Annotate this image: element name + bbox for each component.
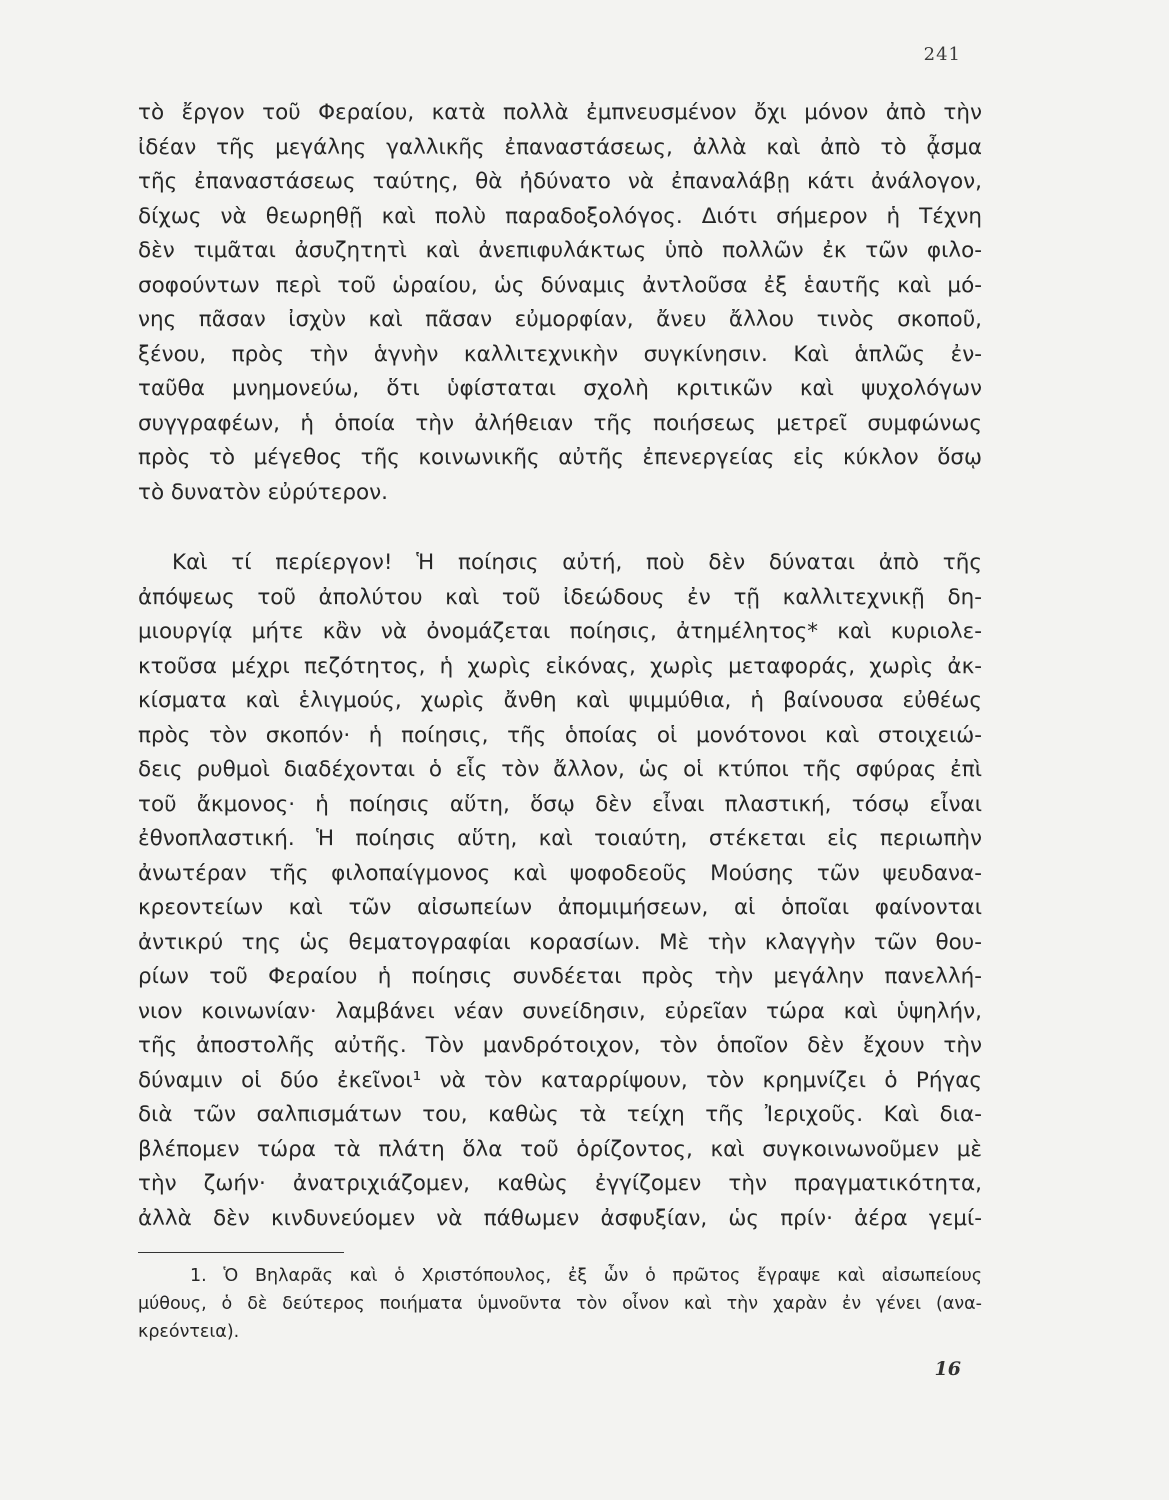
text-line: δὲν τιμᾶται ἀσυζητητὶ καὶ ἀνεπιφυλάκτως ὑπὸ πολλῶν ἐκ τῶν φιλο- <box>138 238 982 263</box>
text-line: ταῦθα μνημονεύω, ὅτι ὑφίσταται σχολὴ κριτικῶν καὶ ψυχολόγων <box>138 376 982 401</box>
page-number: 241 <box>923 44 961 65</box>
text-line: Καὶ τί περίεργον! Ἡ ποίησις αὐτή, ποὺ δὲν δύναται ἀπὸ τῆς <box>172 550 982 575</box>
text-line: δύναμιν οἱ δύο ἐκεῖνοι¹ νὰ τὸν καταρρίψουν, τὸν κρημνίζει ὁ Ρήγας <box>138 1067 982 1093</box>
text-line: ξένου, πρὸς τὴν ἁγνὴν καλλιτεχνικὴν συγκίνησιν. Καὶ ἁπλῶς ἐν- <box>138 341 982 367</box>
text-line: ἰδέαν τῆς μεγάλης γαλλικῆς ἐπαναστάσεως, ἀλλὰ καὶ ἀπὸ τὸ ᾆσμα <box>138 134 982 160</box>
text-line: νης πᾶσαν ἰσχὺν καὶ πᾶσαν εὐμορφίαν, ἄνευ ἄλλου τινὸς σκοποῦ, <box>138 307 982 332</box>
text-line: τοῦ ἄκμονος· ἡ ποίησις αὕτη, ὅσῳ δὲν εἶναι πλαστική, τόσῳ εἶναι <box>138 791 982 817</box>
text-line: τὸ ἔργον τοῦ Φεραίου, κατὰ πολλὰ ἐμπνευσμένον ὄχι μόνον ἀπὸ τὴν <box>138 100 982 125</box>
text-line: ἀπόψεως τοῦ ἀπολύτου καὶ τοῦ ἰδεώδους ἐν τῇ καλλιτεχνικῇ δη- <box>138 584 982 610</box>
text-line: τὴν ζωήν· ἀνατριχιάζομεν, καθὼς ἐγγίζομεν τὴν πραγματικότητα, <box>138 1171 982 1196</box>
footnotes <box>138 1262 982 1346</box>
text-line: κρεοντείων καὶ τῶν αἰσωπείων ἀπομιμήσεων, αἱ ὁποῖαι φαίνονται <box>138 895 982 920</box>
text-line: μιουργίᾳ μήτε κἂν νὰ ὀνομάζεται ποίησις, ἀτημέλητος* καὶ κυριολε- <box>138 619 982 644</box>
text-line: δεις ρυθμοὶ διαδέχονται ὁ εἷς τὸν ἄλλον, ὡς οἱ κτύποι τῆς σφύρας ἐπὶ <box>138 757 982 782</box>
footnote-divider <box>138 1252 344 1253</box>
footnote-line: μύθους, ὁ δὲ δεύτερος ποιήματα ὑμνοῦντα τὸν οἶνον καὶ τὴν χαρὰν ἐν γένει (ανα- <box>138 1294 982 1314</box>
text-line: διὰ τῶν σαλπισμάτων του, καθὼς τὰ τείχη τῆς Ἰεριχοῦς. Καὶ δια- <box>138 1102 982 1127</box>
text-line: τῆς ἐπαναστάσεως ταύτης, θὰ ἠδύνατο νὰ ἐπαναλάβῃ κάτι ἀνάλογον, <box>138 169 982 194</box>
text-line: σοφούντων περὶ τοῦ ὡραίου, ὡς δύναμις ἀντλοῦσα ἐξ ἑαυτῆς καὶ μό- <box>138 272 982 298</box>
footnote-line: κρεόντεια). <box>138 1322 240 1342</box>
text-line: πρὸς τὸν σκοπόν· ἡ ποίησις, τῆς ὁποίας οἱ μονότονοι καὶ στοιχειώ- <box>138 722 982 748</box>
text-line: κτοῦσα μέχρι πεζότητος, ἡ χωρὶς εἰκόνας, χωρὶς μεταφοράς, χωρὶς ἀκ- <box>138 653 982 679</box>
text-line: ἐθνοπλαστική. Ἡ ποίησις αὕτη, καὶ τοιαύτη, στέκεται εἰς περιωπὴν <box>138 826 982 851</box>
text-line: νιον κοινωνίαν· λαμβάνει νέαν συνείδησιν, εὐρεῖαν τώρα καὶ ὑψηλήν, <box>138 998 982 1024</box>
paragraph-2 <box>138 546 982 1236</box>
footnote-line: 1. Ὁ Βηλαρᾶς καὶ ὁ Χριστόπουλος, ἐξ ὧν ὁ πρῶτος ἔγραψε καὶ αἰσωπείους <box>190 1266 982 1286</box>
text-line: δίχως νὰ θεωρηθῇ καὶ πολὺ παραδοξολόγος. Διότι σήμερον ἡ Τέχνη <box>138 203 982 229</box>
text-line: ἀλλὰ δὲν κινδυνεύομεν νὰ πάθωμεν ἀσφυξίαν, ὡς πρίν· ἀέρα γεμί- <box>138 1205 982 1231</box>
text-line: πρὸς τὸ μέγεθος τῆς κοινωνικῆς αὐτῆς ἐπενεργείας εἰς κύκλον ὅσῳ <box>138 445 982 470</box>
text-line: κίσματα καὶ ἑλιγμούς, χωρὶς ἄνθη καὶ ψιμμύθια, ἡ βαίνουσα εὐθέως <box>138 688 982 713</box>
text-line: συγγραφέων, ἡ ὁποία τὴν ἀλήθειαν τῆς ποιήσεως μετρεῖ συμφώνως <box>138 410 982 436</box>
text-line: ρίων τοῦ Φεραίου ἡ ποίησις συνδέεται πρὸς τὴν μεγάλην πανελλή- <box>138 964 982 989</box>
text-line: βλέπομεν τώρα τὰ πλάτη ὅλα τοῦ ὁρίζοντος, καὶ συγκοινωνοῦμεν μὲ <box>138 1136 982 1162</box>
text-line: τῆς ἀποστολῆς αὐτῆς. Τὸν μανδρότοιχον, τὸν ὁποῖον δὲν ἔχουν τὴν <box>138 1033 982 1058</box>
paragraph-1 <box>138 96 982 510</box>
text-line: τὸ δυνατὸν εὐρύτερον. <box>138 479 389 505</box>
text-line: ἀντικρύ της ὡς θεματογραφίαι κορασίων. Μὲ τὴν κλαγγὴν τῶν θου- <box>138 929 982 955</box>
text-line: ἀνωτέραν τῆς φιλοπαίγμονος καὶ ψοφοδεοῦς Μούσης τῶν ψευδανα- <box>138 860 982 886</box>
signature-mark: 16 <box>934 1358 961 1380</box>
